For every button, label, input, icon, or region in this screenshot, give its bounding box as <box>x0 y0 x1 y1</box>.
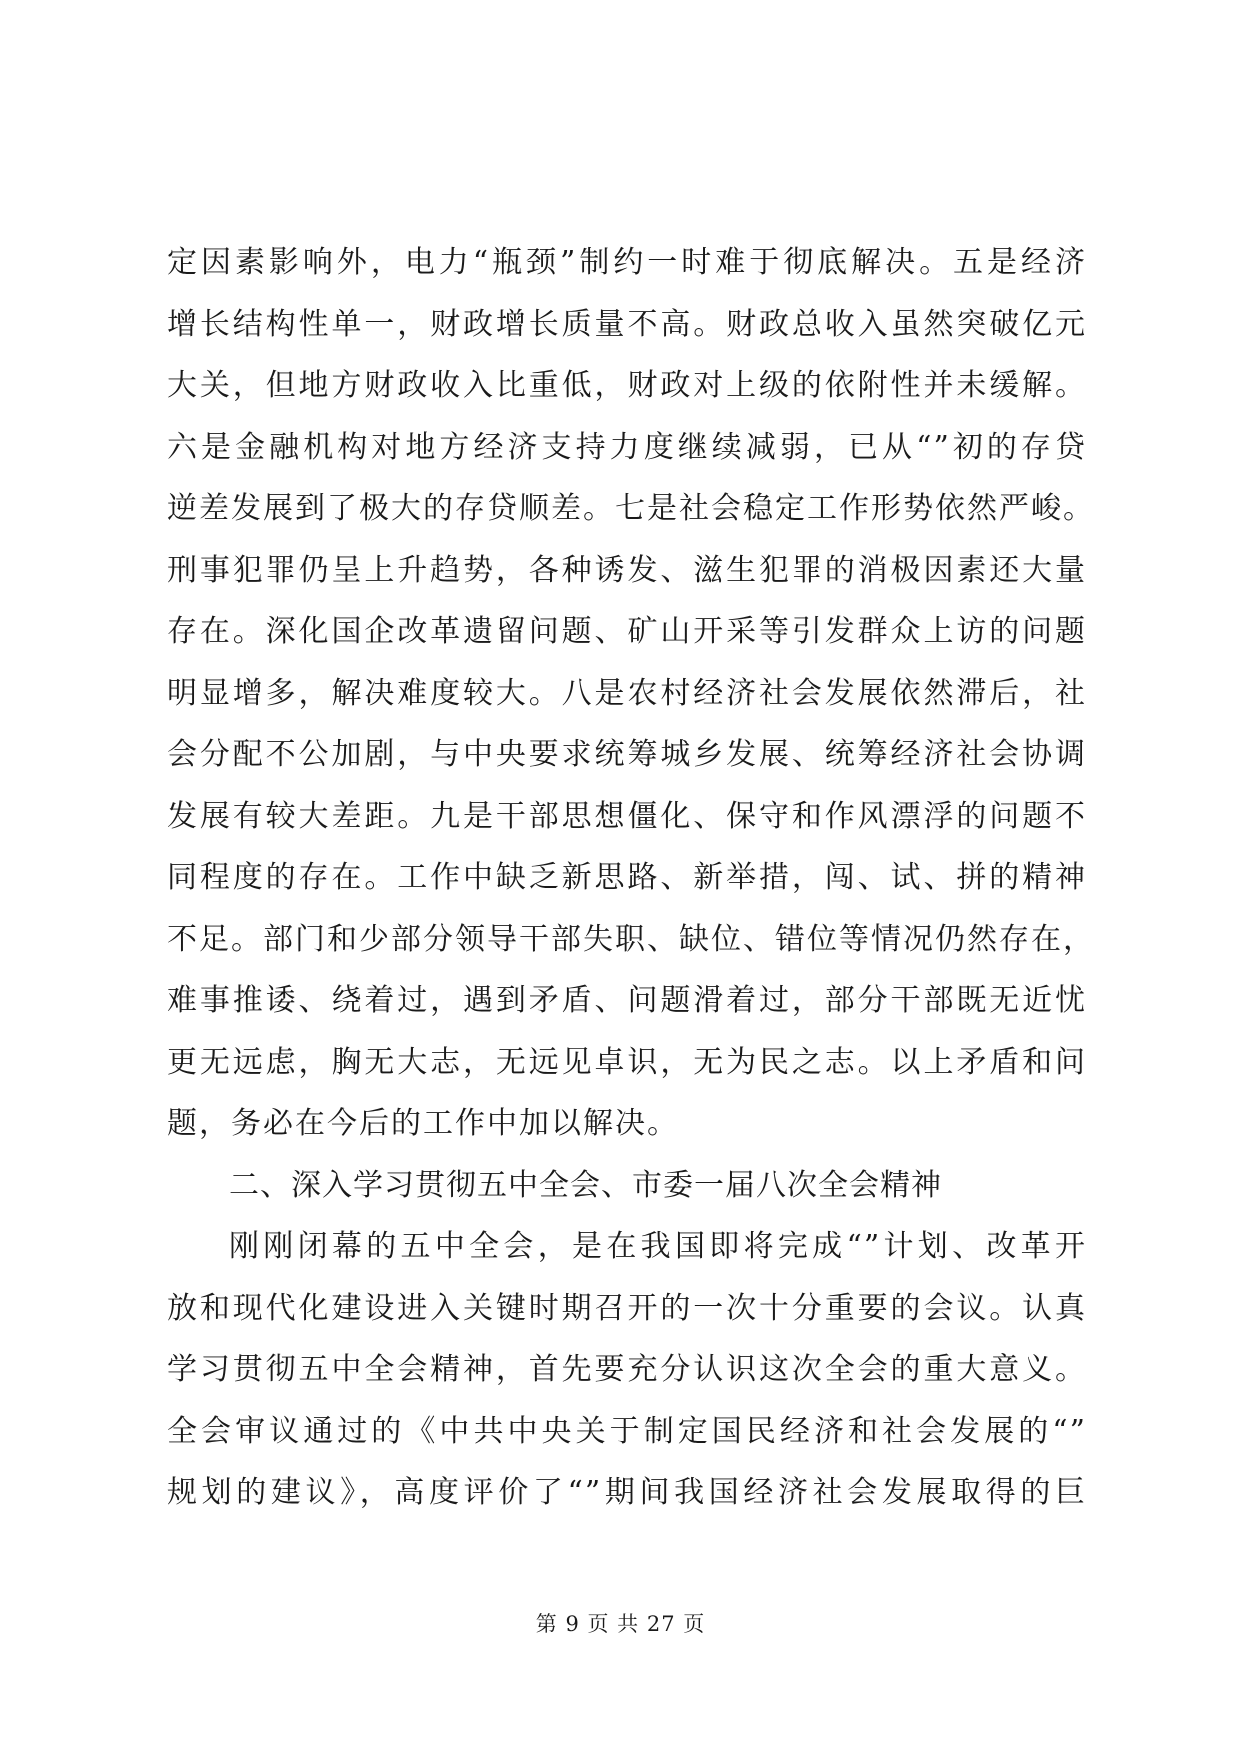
text-line: 题，务必在今后的工作中加以解决。 <box>167 1106 679 1141</box>
text-line: 逆差发展到了极大的存贷顺差。七是社会稳定工作形势依然严峻。 <box>167 491 1095 526</box>
text-line: 全会审议通过的《中共中央关于制定国民经济和社会发展的“” <box>167 1413 1087 1449</box>
text-line: 明显增多，解决难度较大。八是农村经济社会发展依然滞后，社 <box>167 675 1087 711</box>
text-line: 增长结构性单一，财政增长质量不高。财政总收入虽然突破亿元 <box>167 306 1087 342</box>
text-line: 大关，但地方财政收入比重低，财政对上级的依附性并未缓解。 <box>167 368 1087 403</box>
text-line: 难事推诿、绕着过，遇到矛盾、问题滑着过，部分干部既无近忧 <box>167 983 1087 1018</box>
text-line: 会分配不公加剧，与中央要求统筹城乡发展、统筹经济社会协调 <box>167 737 1087 772</box>
section-heading: 二、深入学习贯彻五中全会、市委一届八次全会精神 <box>229 1167 942 1203</box>
text-line: 同程度的存在。工作中缺乏新思路、新举措，闯、试、拼的精神 <box>167 860 1087 895</box>
text-line: 发展有较大差距。九是干部思想僵化、保守和作风漂浮的问题不 <box>167 798 1087 834</box>
text-line: 刑事犯罪仍呈上升趋势，各种诱发、滋生犯罪的消极因素还大量 <box>167 552 1087 588</box>
text-line: 放和现代化建设进入关键时期召开的一次十分重要的会议。认真 <box>167 1290 1087 1326</box>
text-line: 不足。部门和少部分领导干部失职、缺位、错位等情况仍然存在， <box>167 921 1095 957</box>
text-line: 规划的建议》，高度评价了“”期间我国经济社会发展取得的巨 <box>167 1475 1087 1510</box>
body-text <box>167 232 1095 1524</box>
text-line: 存在。深化国企改革遗留问题、矿山开采等引发群众上访的问题 <box>167 614 1087 649</box>
page-footer: 第 9 页 共 27 页 <box>535 1612 706 1636</box>
text-line: 更无远虑，胸无大志，无远见卓识，无为民之志。以上矛盾和问 <box>167 1044 1087 1080</box>
text-line: 刚刚闭幕的五中全会，是在我国即将完成“”计划、改革开 <box>229 1229 1087 1264</box>
text-line: 定因素影响外，电力“瓶颈”制约一时难于彻底解决。五是经济 <box>167 245 1087 280</box>
text-line: 学习贯彻五中全会精神，首先要充分认识这次全会的重大意义。 <box>167 1352 1087 1387</box>
text-line: 六是金融机构对地方经济支持力度继续减弱，已从“”初的存贷 <box>167 429 1087 465</box>
